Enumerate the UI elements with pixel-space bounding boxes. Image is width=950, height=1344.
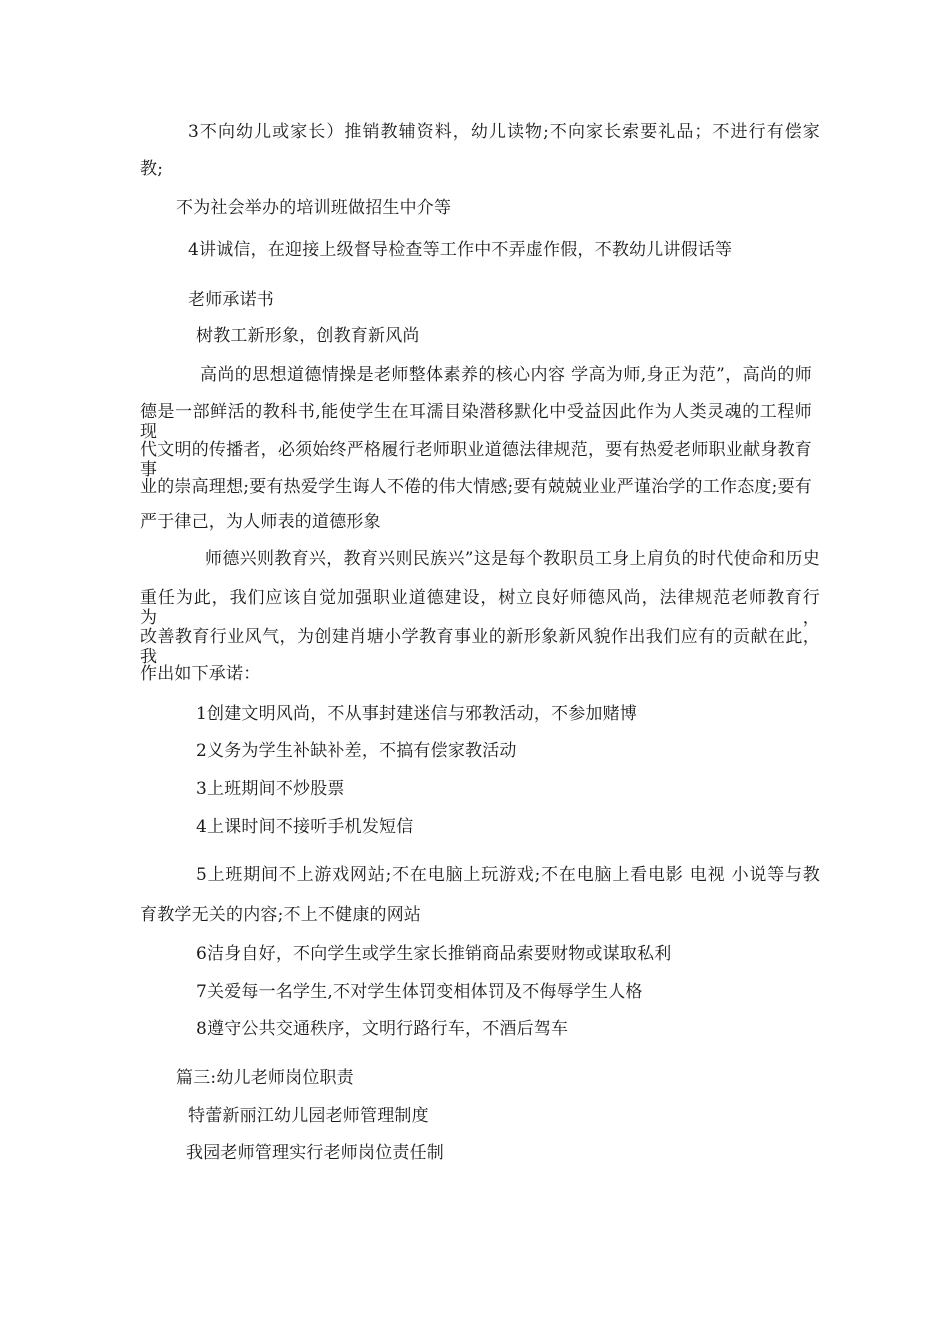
section-heading: 老师承诺书 [188, 290, 274, 310]
text-line: 不为社会举办的培训班做招生中介等 [176, 198, 452, 218]
text-line: 业的崇高理想;要有热爱学生诲人不倦的伟大情感;要有兢兢业业严谨治学的工作态度;要有 [140, 477, 812, 497]
text-line: 德是一部鲜活的教科书,能使学生在耳濡目染潜移默化中受益因此作为人类灵魂的工程师现 [140, 402, 812, 442]
list-item: 2义务为学生补缺补差，不搞有偿家教活动 [196, 741, 517, 761]
text-line: 高尚的思想道德情操是老师整体素养的核心内容 学高为师,身正为范”，高尚的师 [200, 365, 812, 385]
text-line: 重任为此，我们应该自觉加强职业道德建设，树立良好师德风尚，法律规范老师教育行为， [140, 588, 820, 628]
list-item: 8遵守公共交通秩序，文明行路行车，不酒后驾车 [196, 1019, 569, 1039]
text-line: 特蕾新丽江幼儿园老师管理制度 [188, 1106, 429, 1126]
text-line: 改善教育行业风气，为创建肖塘小学教育事业的新形象新风貌作出我们应有的贡献在此，我 [140, 627, 820, 667]
list-item: 7关爱每一名学生,不对学生体罚变相体罚及不侮辱学生人格 [196, 982, 643, 1002]
text-line: 师德兴则教育兴，教育兴则民族兴”这是每个教职员工身上肩负的时代使命和历史 [205, 549, 820, 569]
text-line: 3不向幼儿或家长）推销教辅资料，幼儿读物;不向家长索要礼品；不进行有偿家 [188, 122, 820, 142]
list-item: 6洁身自好，不向学生或学生家长推销商品索要财物或谋取私利 [196, 944, 672, 964]
text-line: 我园老师管理实行老师岗位责任制 [186, 1143, 444, 1163]
text-line: 4讲诚信，在迎接上级督导检查等工作中不弄虚作假，不教幼儿讲假话等 [188, 240, 733, 260]
section-heading: 篇三:幼儿老师岗位职责 [176, 1068, 354, 1088]
text-line: 严于律己，为人师表的道德形象 [140, 512, 381, 532]
list-item: 1创建文明风尚，不从事封建迷信与邪教活动，不参加赌博 [196, 704, 638, 724]
list-item: 3上班期间不炒股票 [196, 779, 345, 799]
subtitle: 树教工新形象，创教育新风尚 [196, 326, 420, 346]
text-line: 教; [140, 159, 164, 179]
list-item: 5上班期间不上游戏网站;不在电脑上玩游戏;不在电脑上看电影 电视 小说等与教 [196, 865, 820, 885]
list-item: 4上课时间不接听手机发短信 [196, 817, 414, 837]
text-line: 育教学无关的内容;不上不健康的网站 [140, 905, 422, 925]
text-line: 作出如下承诺： [140, 664, 261, 684]
text-line: 代文明的传播者，必须始终严格履行老师职业道德法律规范，要有热爱老师职业献身教育事 [140, 440, 812, 480]
